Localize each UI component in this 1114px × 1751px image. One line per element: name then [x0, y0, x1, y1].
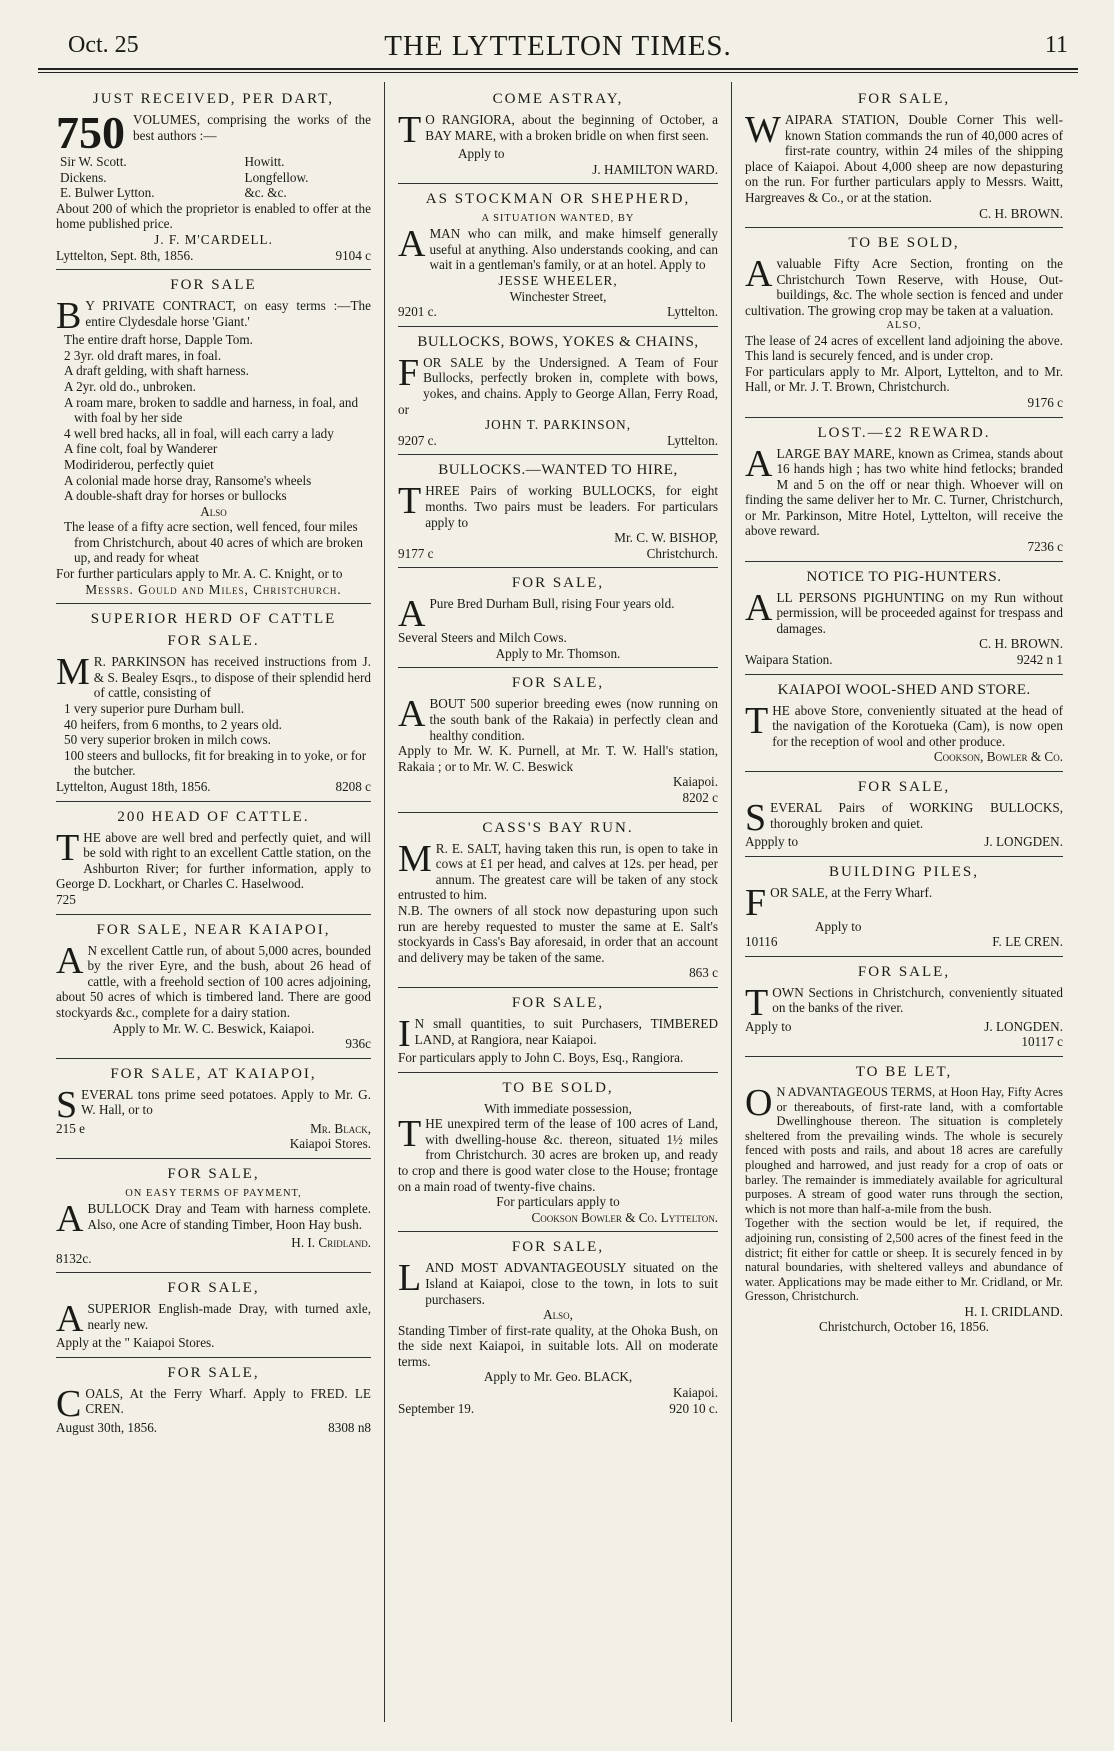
ad-timbered-land — [398, 988, 718, 1073]
ad-signature: Cookson Bowler & Co. Lyttelton. — [531, 1209, 718, 1225]
ad-horses — [56, 270, 371, 604]
ad-body: MAN who can milk, and make himself generally useful at anything. Also understands cooking, and can wait in a gentleman's family, or at an hotel. Apply to — [429, 226, 718, 273]
ad-body: AIPARA STATION, Double Corner This well-known Station commands the run of 40,000 acres of first-rate country, within 24 miles of the shipping place of Kaiapoi. About 4,000 sheep are now depasturing on the run. For further particulars apply to Messrs. Waitt, Hargreaves & Co., or at the station. — [745, 112, 1063, 205]
ad-heading: TO BE LET, — [855, 1063, 953, 1080]
ad-body: Pure Bred Durham Bull, rising Four years old. — [429, 596, 675, 612]
column-3 — [745, 84, 1063, 1341]
ad-bullocks-bows — [398, 327, 718, 456]
drop-cap: A — [398, 593, 426, 636]
ad-heading: COME ASTRAY, — [492, 91, 624, 107]
drop-cap: T — [398, 109, 422, 151]
ad-heading: KAIAPOI WOOL-SHED AND STORE. — [777, 681, 1031, 698]
ad-ref: 9104 c — [335, 247, 371, 263]
ad-ref: 215 e — [56, 1120, 85, 1136]
ad-ref: 936c — [345, 1036, 371, 1052]
column-divider-1 — [384, 82, 385, 1722]
ad-heading: 200 HEAD OF CATTLE. — [117, 808, 310, 825]
ad-body: LL PERSONS PIGHUNTING on my Run without permission, will be proceeded against for trespass and damages. — [776, 589, 1063, 636]
ad-ref: 8132c. — [56, 1250, 92, 1266]
ad-heading: BULLOCKS.—WANTED TO HIRE, — [438, 462, 678, 479]
ad-signature: Mr. C. W. BISHOP, — [614, 530, 718, 546]
ad-body: OWN Sections in Christchurch, conveniently situated on the banks of the river. — [772, 984, 1063, 1016]
also-label: Also — [200, 503, 227, 519]
ad-signature: H. I. CRIDLAND. — [964, 1303, 1063, 1319]
ad-town-sections — [745, 957, 1063, 1057]
list-item: A colonial made horse dray, Ransome's wheels — [64, 472, 312, 488]
ad-place-date: Lyttelton, August 18th, 1856. — [56, 779, 211, 794]
ad-waipara-station — [745, 84, 1063, 228]
ad-place: Lyttelton. — [667, 304, 718, 320]
ad-signature: Cookson, Bowler & Co. — [933, 749, 1063, 765]
drop-cap: A — [56, 939, 84, 982]
list-item: The entire draft horse, Dapple Tom. — [64, 332, 253, 348]
ad-date: August 30th, 1856. — [56, 1419, 158, 1435]
ad-ref: 10116 — [745, 934, 778, 950]
list-item: 4 well bred hacks, all in foal, will each carry a lady — [64, 425, 334, 441]
ad-ewes — [398, 668, 718, 812]
ad-apply: Apply to Mr. W. C. Beswick, Kaiapoi. — [112, 1020, 315, 1036]
ad-ref: 863 c — [689, 965, 718, 981]
drop-cap: T — [398, 1113, 422, 1156]
ad-apply: For particulars apply to Mr. Alport, Lyttelton, and to Mr. Hall, or Mr. J. T. Brown, Christchurch. — [745, 363, 1063, 395]
ad-body: BULLOCK Dray and Team with harness complete. Also, one Acre of standing Timber, Hoon Hay bush. — [87, 1200, 371, 1232]
ad-come-astray — [398, 84, 718, 184]
ad-subheading: FOR SALE. — [167, 633, 260, 650]
drop-cap: T — [398, 480, 422, 523]
ad-body: OALS, At the Ferry Wharf. Apply to FRED. LE CREN. — [85, 1385, 371, 1417]
ad-cass-bay — [398, 813, 718, 988]
ad-signature-place: Kaiapoi Stores. — [289, 1136, 371, 1152]
author-item: &c. &c. — [244, 185, 287, 201]
ad-island-land — [398, 1232, 718, 1422]
drop-cap: F — [745, 881, 767, 924]
ad-body: The lease of 24 acres of excellent land adjoining the above. This land is securely fenced, and is under crop. — [745, 332, 1063, 364]
masthead — [38, 30, 1078, 66]
ad-signature: F. LE CREN. — [992, 934, 1063, 950]
ad-potatoes — [56, 1059, 371, 1159]
ad-signature: J. F. M'CARDELL. — [154, 231, 273, 247]
ad-apply: Apply to Mr. Geo. BLACK, — [483, 1369, 633, 1385]
ad-body: Together with the section would be let, if required, the adjoining run, consisting of 2,500 acres of the finest feed in the district; fit either for cattle or sheep. It is securely fenced in by natural boundaries, with sheltered valleys and abundance of water. Applications may be made either to Mr. Cridland, or Mr. Gresson, Christchurch. — [745, 1216, 1063, 1304]
ad-body: EVERAL tons prime seed potatoes. Apply to Mr. G. W. Hall, or to — [81, 1086, 371, 1118]
ad-apply: Apply to Mr. Thomson. — [495, 645, 621, 661]
ad-stockman — [398, 184, 718, 327]
ad-ref: 8202 c — [682, 790, 718, 806]
ad-ref: 8308 n8 — [328, 1419, 371, 1435]
ad-heading: FOR SALE, AT KAIAPOI, — [110, 1065, 317, 1082]
list-item: Modiriderou, perfectly quiet — [64, 456, 214, 472]
ad-signature: J. LONGDEN. — [984, 834, 1063, 849]
drop-cap: T — [56, 826, 80, 869]
ad-apply: Apply at the " Kaiapoi Stores. — [56, 1335, 215, 1351]
ad-ref: 9176 c — [1027, 394, 1063, 410]
ad-dray — [56, 1273, 371, 1358]
ad-heading: FOR SALE — [170, 277, 257, 294]
ad-subheading: With immediate possession, — [484, 1100, 632, 1116]
ad-heading: LOST.—£2 REWARD. — [817, 424, 991, 441]
ad-ref: 9242 n 1 — [1016, 652, 1063, 668]
drop-cap: O — [745, 1081, 773, 1124]
drop-cap: T — [745, 981, 769, 1024]
ad-body: LARGE BAY MARE, known as Crimea, stands about 16 hands high ; has two white hind fetlocks; branded M and 5 on the off or near thigh. Whoever will on finding the same deliver her to Mr. C. Turner, Christchurch, or Mr. Parkinson, Mitre Hotel, Lyttelton, will receive the above reward. — [745, 445, 1063, 539]
author-list — [56, 154, 371, 201]
ad-signature: JESSE WHEELER, — [498, 272, 618, 288]
ad-heading: AS STOCKMAN OR SHEPHERD, — [425, 191, 691, 208]
drop-cap: L — [398, 1257, 422, 1300]
issue-date: Oct. 25 — [68, 32, 139, 58]
ad-signature: Messrs. Gould and Miles, Christchurch. — [85, 581, 342, 597]
drop-cap: S — [56, 1083, 78, 1126]
ad-wool-shed — [745, 675, 1063, 772]
ad-signature: H. I. Cridland. — [291, 1234, 371, 1250]
drop-cap: T — [745, 699, 769, 742]
ad-body: Y PRIVATE CONTRACT, on easy terms :—The entire Clydesdale horse 'Giant.' — [85, 298, 371, 329]
ad-to-be-let — [745, 1057, 1063, 1341]
ad-heading: SUPERIOR HERD OF CATTLE — [90, 611, 337, 628]
ad-body: HREE Pairs of working BULLOCKS, for eight months. Two pairs must be leaders. For particulars apply to — [425, 483, 718, 530]
ad-ref: 7236 c — [1027, 539, 1063, 555]
column-divider-2 — [731, 82, 732, 1722]
ad-note: N.B. The owners of all stock now depasturing upon such run are hereby requested to muster the same at E. Salt's stockyards in Cass's Bay aforesaid, in order that an account and delivery may be taken of the same. — [398, 903, 718, 965]
ad-heading: FOR SALE, — [167, 1364, 260, 1381]
page-number: 11 — [1044, 32, 1068, 58]
ad-place: Kaiapoi. — [672, 1385, 718, 1401]
ad-pig-hunters — [745, 562, 1063, 675]
ad-ref: 920 10 c. — [669, 1400, 718, 1416]
ad-heading: FOR SALE, — [167, 1165, 260, 1182]
drop-cap: I — [398, 1012, 411, 1055]
ad-apply: For further particulars apply to Mr. A. C. Knight, or to — [56, 566, 343, 582]
ad-signature: C. H. BROWN. — [979, 205, 1063, 221]
ad-body: O RANGIORA, about the beginning of October, a BAY MARE, with a broken bridle on when first seen. — [425, 112, 718, 143]
ad-heading: FOR SALE, — [511, 1239, 605, 1256]
ad-subheading: A SITUATION WANTED, BY — [481, 213, 635, 225]
author-item: E. Bulwer Lytton. — [60, 185, 155, 201]
ad-body: HE above Store, conveniently situated at the head of the navigation of the Korotueka (Cam), is now open for the reception of wool and other produce. — [772, 702, 1063, 749]
ad-herd — [56, 604, 371, 801]
drop-cap: A — [398, 693, 426, 736]
ad-signature: J. HAMILTON WARD. — [592, 161, 718, 177]
ad-heading: FOR SALE, — [511, 575, 605, 592]
ad-durham-bull — [398, 568, 718, 668]
ad-signature: C. H. BROWN. — [979, 636, 1063, 652]
ad-apply: Apply to Mr. W. K. Purnell, at Mr. T. W. Hall's station, Rakaia ; or to Mr. W. C. Beswick — [398, 743, 718, 774]
list-item: 1 very superior pure Durham bull. — [64, 701, 245, 717]
masthead-rule-thin — [38, 72, 1078, 73]
ad-subheading: ON EASY TERMS OF PAYMENT, — [125, 1187, 302, 1199]
drop-cap: A — [398, 223, 426, 266]
ad-body: The lease of a fifty acre section, well fenced, four miles from Christchurch, about 40 acres of which are broken up, and ready for wheat — [64, 519, 363, 566]
ad-ref: 10117 c — [1021, 1034, 1063, 1050]
ad-body: HE above are well bred and perfectly quiet, and will be sold with right to an excellent Cattle station, on the Ashburton River; for further information, apply to George D. Lockhart, or Charles C. Haselwood. — [56, 829, 371, 892]
ad-books — [56, 84, 371, 270]
ad-heading: NOTICE TO PIG-HUNTERS. — [806, 568, 1002, 585]
ad-signature: JOHN T. PARKINSON, — [485, 417, 631, 433]
drop-cap: A — [56, 1298, 84, 1341]
ad-apply: Appply to — [745, 834, 799, 849]
list-item: A roam mare, broken to saddle and harness, in foal, and with foal by her side — [64, 394, 359, 426]
ad-body: VOLUMES, comprising the works of the best authors :— — [133, 112, 371, 143]
author-item: Sir W. Scott. — [60, 154, 127, 169]
drop-cap: C — [56, 1382, 82, 1425]
ad-body: EVERAL Pairs of WORKING BULLOCKS, thoroughly broken and quiet. — [770, 800, 1063, 831]
ad-apply: Apply to — [458, 146, 505, 161]
ad-working-bullocks — [745, 772, 1063, 857]
ad-heading: FOR SALE, — [857, 963, 951, 980]
ad-heading: FOR SALE, — [511, 994, 605, 1011]
ad-body: About 200 of which the proprietor is enabled to offer at the home published price. — [56, 200, 371, 232]
ad-ref: 9207 c. — [398, 432, 437, 448]
column-2 — [398, 84, 718, 1422]
ad-heading: FOR SALE, — [857, 91, 951, 107]
ad-place: Lyttelton. — [667, 432, 718, 448]
ad-kaiapoi-run — [56, 915, 371, 1059]
drop-cap: S — [745, 797, 767, 839]
ad-body: R. E. SALT, having taken this run, is open to take in cows at £1 per head, and calves at 12s. per head, per annum. The greatest care will be taken of any stock entrusted to him. — [398, 840, 718, 903]
author-item: Howitt. — [244, 154, 285, 169]
ad-heading: BULLOCKS, BOWS, YOKES & CHAINS, — [417, 333, 699, 350]
ad-place-date: Christchurch, October 16, 1856. — [819, 1319, 989, 1335]
ad-body: Several Steers and Milch Cows. — [398, 630, 567, 646]
also-label: ALSO, — [886, 319, 922, 331]
ad-heading: FOR SALE, NEAR KAIAPOI, — [96, 921, 331, 938]
ad-heading: FOR SALE, — [511, 675, 605, 692]
ad-body: N excellent Cattle run, of about 5,000 acres, bounded by the river Eyre, and the bush, about 26 head of cattle, with a freehold section of 100 acres adjoining, about 50 acres of which is timbered land. There are good stockyards &c., complete for a dairy station. — [56, 942, 371, 1020]
ad-ref: 9177 c — [398, 545, 434, 561]
list-item: A fine colt, foal by Wanderer — [64, 441, 218, 457]
newspaper-title: THE LYTTELTON TIMES. — [384, 30, 732, 62]
drop-cap: F — [398, 351, 420, 394]
ad-body: HE unexpired term of the lease of 100 acres of Land, with dwelling-house &c. thereon, situated 1½ miles from Christchurch. 30 acres are broken up, and ready to crop and there is good water close to the House; frontage on a main road of twenty-five chains. — [398, 1116, 718, 1194]
ad-body: Standing Timber of first-rate quality, at the Ohoka Bush, on the side next Kaiapoi, in suitable lots. All on moderate terms. — [398, 1322, 718, 1369]
ad-heading: TO BE SOLD, — [502, 1079, 614, 1096]
list-item: 40 heifers, from 6 months, to 2 years old. — [64, 716, 282, 732]
list-item: 2 3yr. old draft mares, in foal. — [64, 347, 222, 363]
ad-apply: Apply to — [815, 918, 862, 934]
drop-cap: A — [745, 253, 773, 296]
list-item: A draft gelding, with shaft harness. — [64, 363, 249, 379]
ad-place-date: Lyttelton, Sept. 8th, 1856. — [56, 247, 194, 263]
ad-building-piles — [745, 857, 1063, 957]
drop-cap: A — [745, 586, 773, 629]
list-item: 100 steers and bullocks, fit for breaking in to yoke, or for the butcher. — [64, 747, 367, 779]
ad-bullocks-hire — [398, 455, 718, 568]
drop-cap: W — [745, 109, 781, 151]
ad-heading: FOR SALE, — [167, 1280, 260, 1297]
ad-body: OR SALE, at the Ferry Wharf. — [770, 884, 933, 900]
masthead-rule — [38, 68, 1078, 70]
ad-cattle — [56, 802, 371, 915]
volume-count: 750 — [56, 107, 125, 158]
list-item: 50 very superior broken in milch cows. — [64, 732, 271, 748]
ad-apply: For particulars apply to — [496, 1194, 620, 1210]
ad-heading: CASS'S BAY RUN. — [482, 819, 634, 836]
ad-address: Winchester Street, — [509, 288, 607, 304]
column-1 — [56, 84, 371, 1441]
ad-date: September 19. — [398, 1400, 475, 1416]
ad-apply: Apply to — [745, 1018, 792, 1034]
ad-place: Kaiapoi. — [672, 774, 718, 790]
drop-cap: B — [56, 295, 82, 338]
list-item: A double-shaft dray for horses or bullocks — [64, 488, 287, 504]
ad-body: N ADVANTAGEOUS TERMS, at Hoon Hay, Fifty Acres or thereabouts, of first-rate land, with a comfortable Dwellinghouse thereon. The situation is completely sheltered from the prevailing winds. The whole is securely fenced with posts and rails, and about 18 acres are carefully ploughed and harrowed, and just ready for a crop of oats or barley. The remainder is immediately available for agricultural purposes. A stream of good water runs through the section, which is not more than half-a-mile from the bush. — [745, 1084, 1063, 1216]
ad-body: R. PARKINSON has received instructions from J. & S. Bealey Esqrs., to dispose of their splendid herd of cattle, consisting of — [93, 654, 371, 701]
also-label: Also, — [543, 1307, 573, 1323]
ad-body: N small quantities, to suit Purchasers, TIMBERED LAND, at Rangiora, near Kaiapoi. — [414, 1015, 718, 1047]
author-item: Longfellow. — [244, 169, 309, 185]
ad-heading: TO BE SOLD, — [848, 235, 960, 252]
ad-signature: J. LONGDEN. — [984, 1018, 1063, 1034]
ad-body: SUPERIOR English-made Dray, with turned axle, nearly new. — [87, 1301, 371, 1332]
ad-ref: 8208 c — [335, 779, 371, 794]
ad-coals — [56, 1358, 371, 1442]
ad-heading: FOR SALE, — [857, 779, 951, 795]
ad-place: Waipara Station. — [745, 652, 833, 668]
drop-cap: A — [745, 442, 773, 485]
ad-dray-team — [56, 1159, 371, 1273]
drop-cap: M — [398, 837, 432, 880]
ad-lease — [398, 1073, 718, 1233]
ad-ref: 725 — [56, 891, 76, 907]
drop-cap: M — [56, 651, 90, 694]
ad-place: Christchurch. — [646, 545, 718, 561]
drop-cap: A — [56, 1197, 84, 1240]
ad-heading: JUST RECEIVED, PER DART, — [92, 91, 335, 107]
ad-body: OR SALE by the Undersigned. A Team of Four Bullocks, perfectly broken in, complete with bows, yokes, and chains. Apply to George Allan, Ferry Road, or — [398, 354, 718, 417]
ad-heading: BUILDING PILES, — [829, 863, 979, 880]
ad-fifty-acre — [745, 228, 1063, 417]
ad-body: AND MOST ADVANTAGEOUSLY situated on the Island at Kaiapoi, close to the town, in lots to suit purchasers. — [425, 1260, 718, 1307]
author-item: Dickens. — [60, 169, 107, 185]
ad-ref: 9201 c. — [398, 304, 437, 320]
ad-lost-reward — [745, 418, 1063, 562]
ad-signature: Mr. Black, — [310, 1120, 371, 1136]
ad-body: BOUT 500 superior breeding ewes (now running on the south bank of the Rakaia) in perfectly clean and healthy condition. — [429, 696, 718, 743]
list-item: A 2yr. old do., unbroken. — [64, 378, 196, 394]
ad-apply: For particulars apply to John C. Boys, Esq., Rangiora. — [398, 1049, 684, 1065]
ad-body: valuable Fifty Acre Section, fronting on the Christchurch Town Reserve, with House, Out-buildings, &c. The whole section is fenced and under cultivation. The growing crop may be taken at a valuation. — [745, 256, 1063, 318]
